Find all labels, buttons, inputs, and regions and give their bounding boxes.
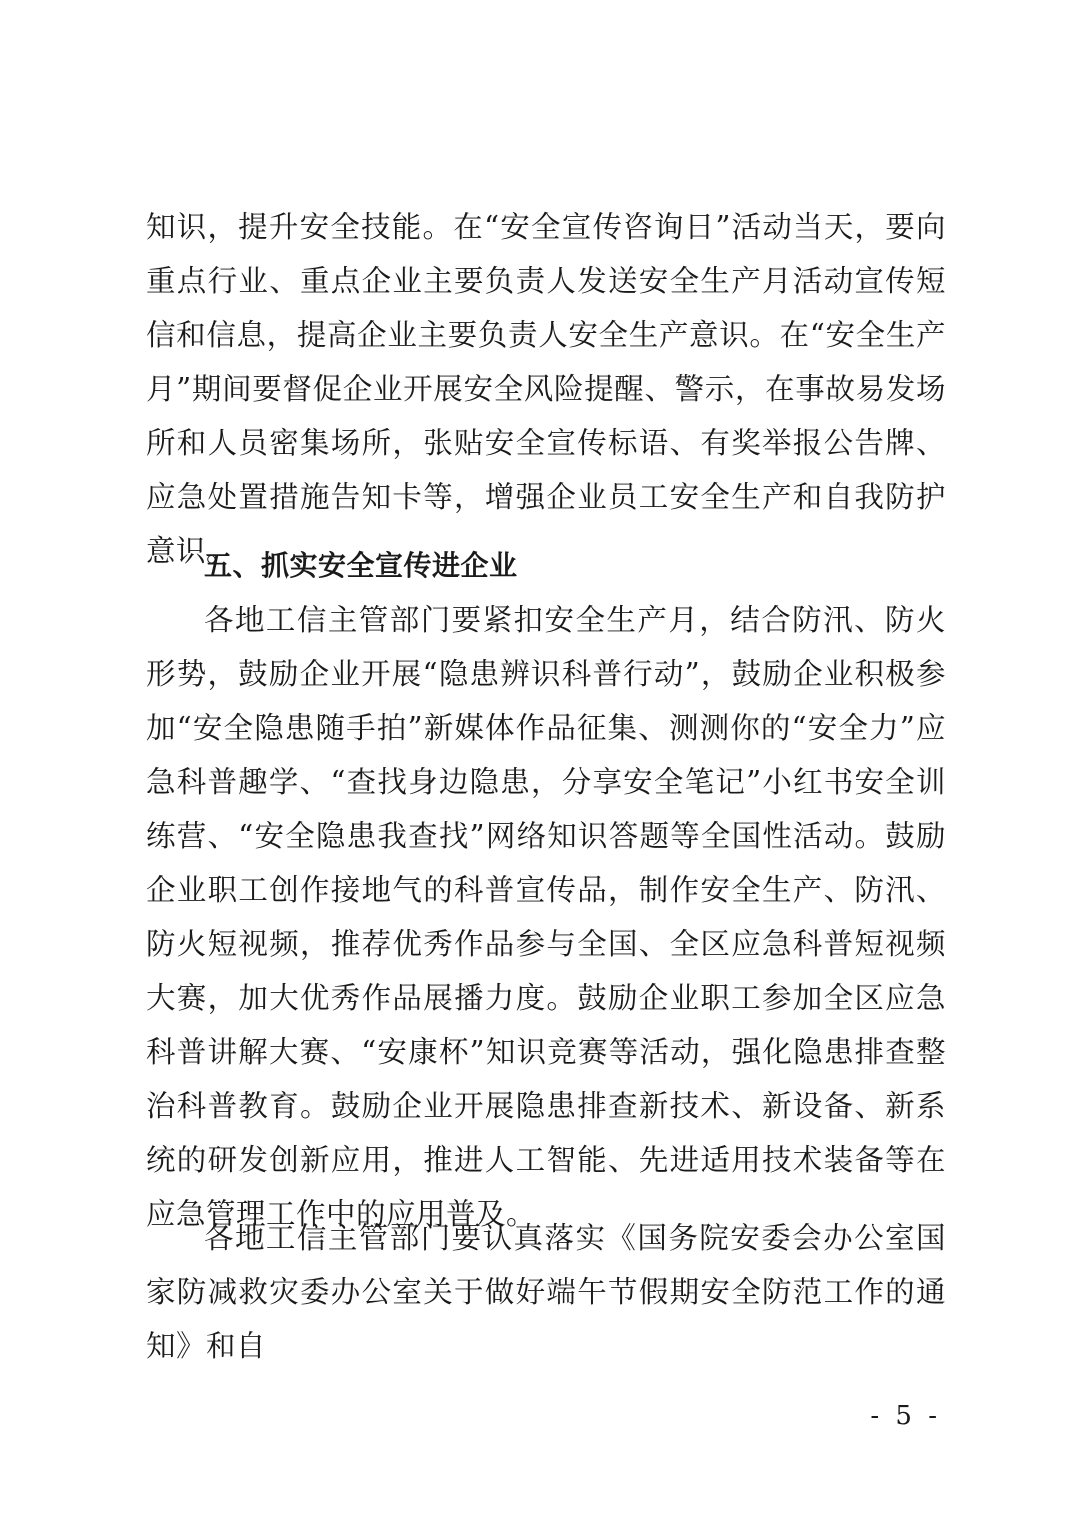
paragraph-section-five: 各地工信主管部门要紧扣安全生产月，结合防汛、防火形势，鼓励企业开展“隐患辨识科普行动”，鼓励企业积极参加“安全隐患随手拍”新媒体作品征集、测测你的“安全力”应急科普趣学、“查找身边隐患，分享安全笔记”小红书安全训练营、“安全隐患我查找”网络知识答题等全国性活动。鼓励企业职工创作接地气的科普宣传品，制作安全生产、防汛、防火短视频，推荐优秀作品参与全国、全区应急科普短视频大赛，加大优秀作品展播力度。鼓励企业职工参加全区应急科普讲解大赛、“安康杯”知识竞赛等活动，强化隐患排查整治科普教育。鼓励企业开展隐患排查新技术、新设备、新系统的研发创新应用，推进人工智能、先进适用技术装备等在应急管理工作中的应用普及。	[146, 603, 946, 1231]
paragraph-notice: 各地工信主管部门要认真落实《国务院安委会办公室国家防减救灾委办公室关于做好端午节假期安全防范工作的通知》和自	[146, 1221, 946, 1363]
page-number: - 5 -	[870, 1401, 941, 1431]
paragraph-continuation: 知识，提升安全技能。在“安全宣传咨询日”活动当天，要向重点行业、重点企业主要负责人发送安全生产月活动宣传短信和信息，提高企业主要负责人安全生产意识。在“安全生产月”期间要督促企业开展安全风险提醒、警示，在事故易发场所和人员密集场所，张贴安全宣传标语、有奖举报公告牌、应急处置措施告知卡等，增强企业员工安全生产和自我防护意识。	[146, 210, 946, 568]
section-heading: 五、抓实安全宣传进企业	[204, 549, 518, 582]
